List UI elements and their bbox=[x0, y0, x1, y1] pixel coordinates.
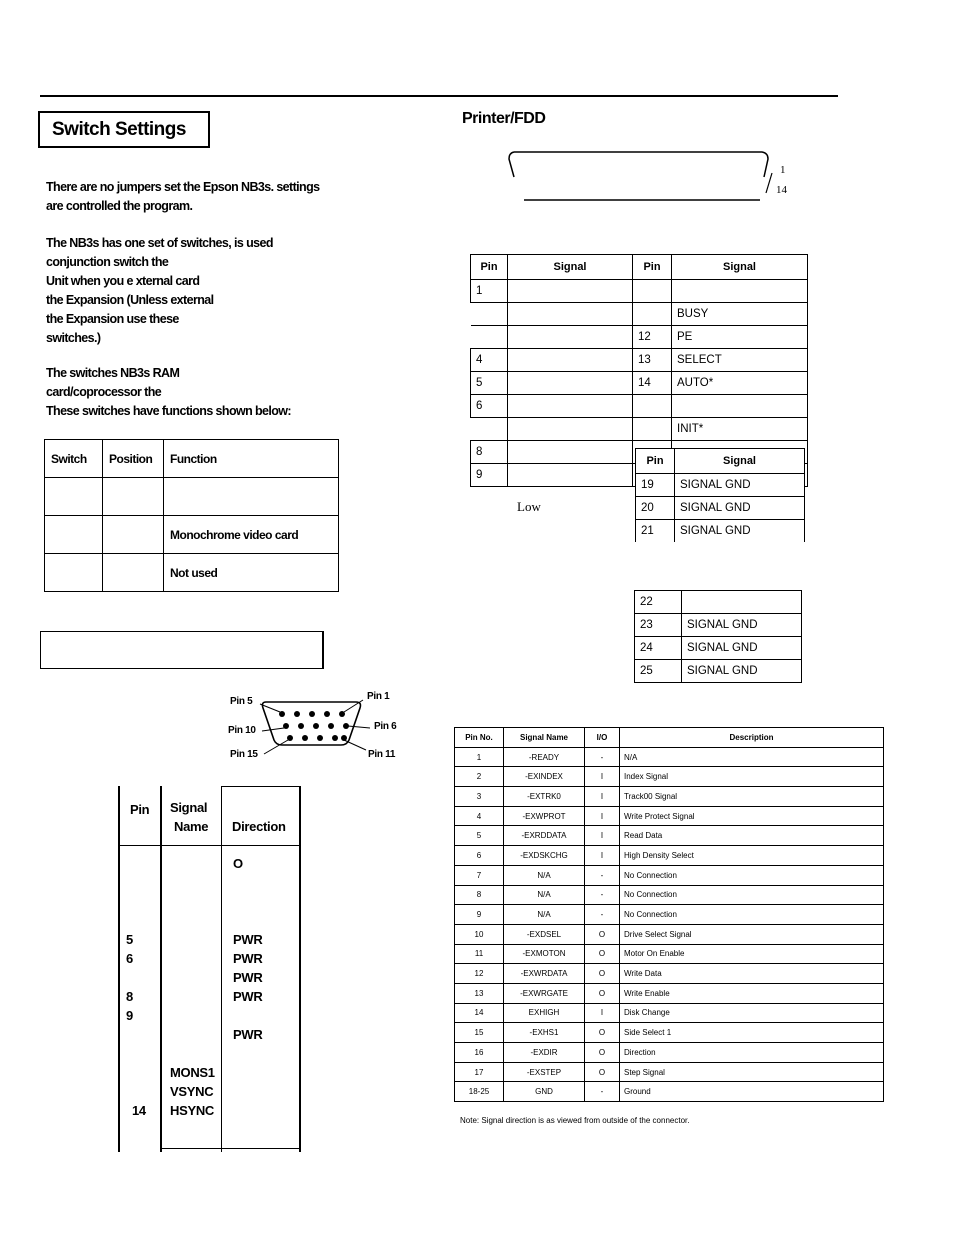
fdd-io-cell: - bbox=[585, 865, 620, 885]
printer-table-row bbox=[471, 303, 808, 326]
fdd-io-cell: O bbox=[585, 924, 620, 944]
printer-pin-cell bbox=[633, 303, 672, 326]
video-signal-cell: MONS1 bbox=[170, 1065, 215, 1080]
fdd-io-cell: O bbox=[585, 983, 620, 1003]
printer-signal-cell: SELECT bbox=[672, 349, 808, 372]
printer-2-pin-cell: 19 bbox=[636, 474, 675, 497]
video-signal-cell bbox=[170, 913, 220, 932]
printer-3-pin-cell: 24 bbox=[635, 637, 682, 660]
video-pin-cell bbox=[126, 875, 156, 894]
printer-signal-cell: BUSY bbox=[672, 303, 808, 326]
fdd-table-row bbox=[455, 865, 884, 885]
printer-pin-cell bbox=[633, 418, 672, 441]
pin10-label: Pin 10 bbox=[228, 725, 256, 736]
video-heading-box bbox=[40, 631, 324, 669]
printer-signal-header: Signal bbox=[508, 255, 633, 280]
video-signal-cell bbox=[170, 1008, 220, 1027]
fdd-note: Note: Signal direction is as viewed from outside of the connector. bbox=[460, 1116, 690, 1125]
fdd-signal-cell: -EXTRK0 bbox=[504, 787, 585, 807]
fdd-table-row bbox=[455, 1082, 884, 1102]
video-table-header-rule bbox=[118, 845, 301, 846]
printer-2-pin-cell: 20 bbox=[636, 497, 675, 520]
switch-line-4: the Expansion (Unless external bbox=[46, 293, 214, 307]
printer-table-3-row bbox=[635, 637, 802, 660]
fdd-description-cell: Write Enable bbox=[620, 983, 884, 1003]
fdd-signal-cell: N/A bbox=[504, 905, 585, 925]
printer-pin-cell: 6 bbox=[471, 395, 508, 418]
fdd-table-row bbox=[455, 964, 884, 984]
video-pin-column bbox=[126, 856, 156, 1122]
video-signal-cell bbox=[170, 875, 220, 894]
function-line-1: The switches NB3s RAM bbox=[46, 366, 180, 380]
printer-pin-cell: 9 bbox=[471, 464, 508, 487]
printer-table-row bbox=[471, 326, 808, 349]
video-direction-cell: PWR bbox=[233, 932, 263, 947]
fdd-io-cell: I bbox=[585, 1003, 620, 1023]
switch-table-row bbox=[45, 478, 339, 516]
video-signal-cell bbox=[170, 894, 220, 913]
printer-signal-cell bbox=[508, 372, 633, 395]
fdd-signal-cell: N/A bbox=[504, 865, 585, 885]
fdd-table-row bbox=[455, 983, 884, 1003]
printer-2-signal-cell: SIGNAL GND bbox=[675, 474, 805, 497]
fdd-signal-header: Signal Name bbox=[504, 728, 585, 748]
fdd-description-cell: Write Protect Signal bbox=[620, 806, 884, 826]
position-col-header: Position bbox=[103, 440, 164, 478]
printer-pin-cell: 13 bbox=[633, 349, 672, 372]
fdd-table-row bbox=[455, 1023, 884, 1043]
video-table-divider-1 bbox=[160, 786, 162, 1152]
fdd-signal-cell: -EXRDDATA bbox=[504, 826, 585, 846]
fdd-table-row bbox=[455, 885, 884, 905]
fdd-description-header: Description bbox=[620, 728, 884, 748]
fdd-description-cell: Track00 Signal bbox=[620, 787, 884, 807]
fdd-table-row bbox=[455, 747, 884, 767]
printer-signal-cell bbox=[508, 464, 633, 487]
video-signal-header-1: Signal bbox=[170, 800, 208, 815]
printer-pin-header-2: Pin bbox=[633, 255, 672, 280]
fdd-pin-cell: 2 bbox=[455, 767, 504, 787]
video-direction-cell: PWR bbox=[233, 951, 263, 966]
pin1-label: Pin 1 bbox=[367, 691, 390, 702]
printer-fdd-heading: Printer/FDD bbox=[462, 110, 546, 127]
fdd-description-cell: Write Data bbox=[620, 964, 884, 984]
video-direction-column bbox=[233, 856, 293, 1122]
fdd-io-cell: I bbox=[585, 767, 620, 787]
video-signal-column bbox=[170, 856, 220, 1122]
fdd-signal-cell: EXHIGH bbox=[504, 1003, 585, 1023]
fdd-signal-cell: N/A bbox=[504, 885, 585, 905]
printer-signal-cell bbox=[508, 326, 633, 349]
low-text: Low bbox=[517, 499, 541, 514]
function-col-header: Function bbox=[164, 440, 339, 478]
printer-3-pin-cell: 22 bbox=[635, 591, 682, 614]
printer-pin-cell bbox=[633, 280, 672, 303]
fdd-pin-table bbox=[454, 727, 884, 1102]
printer-pin-cell: 4 bbox=[471, 349, 508, 372]
fdd-table-row bbox=[455, 787, 884, 807]
video-pin-cell bbox=[126, 894, 156, 913]
video-signal-cell bbox=[170, 856, 220, 875]
video-direction-cell bbox=[233, 1046, 293, 1065]
fdd-pin-cell: 3 bbox=[455, 787, 504, 807]
fdd-io-cell: - bbox=[585, 905, 620, 925]
fdd-signal-cell: -EXWRGATE bbox=[504, 983, 585, 1003]
printer-2-signal-header: Signal bbox=[675, 449, 805, 474]
video-pin-table bbox=[118, 786, 301, 1152]
video-signal-cell bbox=[170, 1046, 220, 1065]
video-pin-cell bbox=[126, 1027, 156, 1046]
db25-pin14-label: 14 bbox=[776, 184, 787, 196]
video-direction-cell bbox=[233, 1103, 293, 1122]
video-direction-cell: PWR bbox=[233, 1027, 263, 1042]
printer-signal-cell bbox=[672, 280, 808, 303]
function-cell bbox=[164, 478, 339, 516]
video-pin-cell bbox=[126, 913, 156, 932]
intro-line-1: There are no jumpers set the Epson NB3s. settings bbox=[46, 180, 320, 194]
fdd-description-cell: Read Data bbox=[620, 826, 884, 846]
fdd-table-row bbox=[455, 806, 884, 826]
fdd-io-cell: - bbox=[585, 747, 620, 767]
video-signal-cell bbox=[170, 989, 220, 1008]
printer-table-2-header bbox=[636, 449, 805, 474]
printer-2-signal-cell: SIGNAL GND bbox=[675, 497, 805, 520]
printer-signal-cell bbox=[508, 280, 633, 303]
fdd-table-header bbox=[455, 728, 884, 748]
fdd-pin-cell: 17 bbox=[455, 1062, 504, 1082]
printer-2-signal-cell: SIGNAL GND bbox=[675, 520, 805, 543]
video-pin-header: Pin bbox=[130, 802, 150, 817]
fdd-io-cell: I bbox=[585, 806, 620, 826]
switch-cell bbox=[45, 554, 103, 592]
video-direction-cell bbox=[233, 894, 293, 913]
intro-paragraph bbox=[46, 180, 391, 218]
fdd-description-cell: N/A bbox=[620, 747, 884, 767]
printer-pin-cell bbox=[471, 326, 508, 349]
fdd-signal-cell: -EXDIR bbox=[504, 1043, 585, 1063]
printer-pin-cell: 1 bbox=[471, 280, 508, 303]
fdd-pin-cell: 14 bbox=[455, 1003, 504, 1023]
fdd-io-cell: I bbox=[585, 846, 620, 866]
position-cell bbox=[103, 516, 164, 554]
video-pin-cell: 9 bbox=[126, 1008, 133, 1023]
fdd-table-row bbox=[455, 1003, 884, 1023]
switch-line-3: Unit when you e xternal card bbox=[46, 274, 200, 288]
fdd-pin-cell: 18-25 bbox=[455, 1082, 504, 1102]
printer-table-row bbox=[471, 418, 808, 441]
fdd-description-cell: Disk Change bbox=[620, 1003, 884, 1023]
printer-pin-cell bbox=[471, 303, 508, 326]
printer-signal-cell bbox=[508, 349, 633, 372]
video-pin-cell bbox=[126, 1084, 156, 1103]
printer-pin-cell: 5 bbox=[471, 372, 508, 395]
video-direction-cell bbox=[233, 913, 293, 932]
fdd-io-cell: - bbox=[585, 885, 620, 905]
printer-table-row bbox=[471, 349, 808, 372]
function-line-3: These switches have functions shown below: bbox=[46, 404, 291, 418]
fdd-io-cell: I bbox=[585, 826, 620, 846]
video-table-bottom-border bbox=[160, 1148, 301, 1149]
fdd-pin-cell: 13 bbox=[455, 983, 504, 1003]
db25-pin1-label: 1 bbox=[780, 164, 786, 176]
fdd-pin-cell: 9 bbox=[455, 905, 504, 925]
video-pin-cell: 6 bbox=[126, 951, 133, 966]
printer-3-pin-cell: 25 bbox=[635, 660, 682, 683]
video-table-left-border bbox=[118, 786, 120, 1152]
printer-3-signal-cell: SIGNAL GND bbox=[682, 637, 802, 660]
fdd-signal-cell: -EXDSEL bbox=[504, 924, 585, 944]
fdd-signal-cell: -EXHS1 bbox=[504, 1023, 585, 1043]
fdd-table-row bbox=[455, 944, 884, 964]
fdd-description-cell: Motor On Enable bbox=[620, 944, 884, 964]
printer-pin-cell: 8 bbox=[471, 441, 508, 464]
video-direction-cell: PWR bbox=[233, 970, 263, 985]
video-pin-cell bbox=[126, 1065, 156, 1084]
fdd-pin-cell: 15 bbox=[455, 1023, 504, 1043]
fdd-table-row bbox=[455, 846, 884, 866]
pin6-label: Pin 6 bbox=[374, 721, 397, 732]
printer-3-pin-cell: 23 bbox=[635, 614, 682, 637]
fdd-description-cell: Ground bbox=[620, 1082, 884, 1102]
fdd-signal-cell: -EXWPROT bbox=[504, 806, 585, 826]
switch-table-row bbox=[45, 516, 339, 554]
video-pin-cell: 5 bbox=[126, 932, 133, 947]
switch-line-6: switches.) bbox=[46, 331, 101, 345]
printer-table-3-row bbox=[635, 591, 802, 614]
printer-signal-cell bbox=[508, 441, 633, 464]
switch-line-1: The NB3s has one set of switches, is used bbox=[46, 236, 273, 250]
video-pin-cell: 14 bbox=[132, 1103, 146, 1118]
video-direction-cell bbox=[233, 875, 293, 894]
switch-table bbox=[44, 439, 339, 592]
pin5-label: Pin 5 bbox=[230, 696, 253, 707]
video-signal-header-2: Name bbox=[174, 819, 209, 834]
printer-pin-table-3 bbox=[634, 590, 802, 683]
pin11-label: Pin 11 bbox=[368, 749, 396, 760]
video-direction-cell: PWR bbox=[233, 989, 263, 1004]
video-signal-cell bbox=[170, 970, 220, 989]
fdd-signal-cell: -EXSTEP bbox=[504, 1062, 585, 1082]
video-direction-cell bbox=[233, 1008, 293, 1027]
switch-col-header: Switch bbox=[45, 440, 103, 478]
fdd-description-cell: No Connection bbox=[620, 865, 884, 885]
printer-table-2-row bbox=[636, 474, 805, 497]
fdd-description-cell: No Connection bbox=[620, 885, 884, 905]
printer-table-header bbox=[471, 255, 808, 280]
printer-2-pin-header: Pin bbox=[636, 449, 675, 474]
video-pin-cell bbox=[126, 1046, 156, 1065]
printer-table-row bbox=[471, 280, 808, 303]
position-cell bbox=[103, 554, 164, 592]
printer-signal-header-2: Signal bbox=[672, 255, 808, 280]
fdd-pin-cell: 7 bbox=[455, 865, 504, 885]
video-direction-cell bbox=[233, 1084, 293, 1103]
video-signal-cell bbox=[170, 932, 220, 951]
intro-line-2: are controlled the program. bbox=[46, 199, 193, 213]
video-signal-cell: VSYNC bbox=[170, 1084, 214, 1099]
printer-3-signal-cell: SIGNAL GND bbox=[682, 614, 802, 637]
fdd-description-cell: Drive Select Signal bbox=[620, 924, 884, 944]
db25-connector-diagram bbox=[500, 145, 785, 205]
fdd-table-row bbox=[455, 767, 884, 787]
fdd-io-cell: O bbox=[585, 1043, 620, 1063]
fdd-signal-cell: -EXWRDATA bbox=[504, 964, 585, 984]
fdd-description-cell: Side Select 1 bbox=[620, 1023, 884, 1043]
video-table-top-border bbox=[221, 786, 301, 787]
printer-signal-cell bbox=[508, 418, 633, 441]
video-direction-header: Direction bbox=[232, 819, 286, 834]
section-title: Switch Settings bbox=[38, 111, 210, 148]
switch-line-2: conjunction switch the bbox=[46, 255, 169, 269]
pin15-label: Pin 15 bbox=[230, 749, 258, 760]
fdd-io-header: I/O bbox=[585, 728, 620, 748]
switch-line-5: the Expansion use these bbox=[46, 312, 179, 326]
printer-signal-cell: INIT* bbox=[672, 418, 808, 441]
video-signal-cell bbox=[170, 1027, 220, 1046]
printer-pin-header: Pin bbox=[471, 255, 508, 280]
fdd-table-row bbox=[455, 905, 884, 925]
printer-signal-cell: PE bbox=[672, 326, 808, 349]
video-pin-cell bbox=[126, 856, 156, 875]
fdd-description-cell: High Density Select bbox=[620, 846, 884, 866]
fdd-description-cell: Direction bbox=[620, 1043, 884, 1063]
fdd-pin-cell: 4 bbox=[455, 806, 504, 826]
fdd-table-row bbox=[455, 826, 884, 846]
function-line-2: card/coprocessor the bbox=[46, 385, 162, 399]
video-direction-cell bbox=[233, 1065, 293, 1084]
printer-table-2-row bbox=[636, 497, 805, 520]
function-cell: Not used bbox=[164, 554, 339, 592]
switch-paragraph bbox=[46, 236, 391, 350]
function-cell: Monochrome video card bbox=[164, 516, 339, 554]
fdd-io-cell: O bbox=[585, 944, 620, 964]
video-table-divider-2 bbox=[221, 786, 222, 1152]
fdd-io-cell: I bbox=[585, 787, 620, 807]
printer-table-row bbox=[471, 395, 808, 418]
video-table-right-border bbox=[299, 786, 301, 1152]
video-pin-cell bbox=[126, 970, 156, 989]
printer-table-3-row bbox=[635, 660, 802, 683]
printer-pin-cell bbox=[633, 395, 672, 418]
printer-table-row bbox=[471, 372, 808, 395]
function-paragraph bbox=[46, 366, 391, 423]
fdd-signal-cell: -READY bbox=[504, 747, 585, 767]
fdd-io-cell: - bbox=[585, 1082, 620, 1102]
fdd-signal-cell: -EXINDEX bbox=[504, 767, 585, 787]
fdd-pin-header: Pin No. bbox=[455, 728, 504, 748]
fdd-description-cell: Step Signal bbox=[620, 1062, 884, 1082]
fdd-io-cell: O bbox=[585, 1062, 620, 1082]
printer-pin-cell: 12 bbox=[633, 326, 672, 349]
video-direction-cell: O bbox=[233, 856, 243, 871]
fdd-pin-cell: 12 bbox=[455, 964, 504, 984]
switch-table-header bbox=[45, 440, 339, 478]
switch-table-row bbox=[45, 554, 339, 592]
fdd-signal-cell: GND bbox=[504, 1082, 585, 1102]
printer-table-3-row bbox=[635, 614, 802, 637]
fdd-signal-cell: -EXDSKCHG bbox=[504, 846, 585, 866]
fdd-io-cell: O bbox=[585, 1023, 620, 1043]
fdd-pin-cell: 10 bbox=[455, 924, 504, 944]
printer-2-pin-cell: 21 bbox=[636, 520, 675, 543]
fdd-table-row bbox=[455, 1043, 884, 1063]
fdd-description-cell: Index Signal bbox=[620, 767, 884, 787]
printer-pin-cell bbox=[471, 418, 508, 441]
switch-cell bbox=[45, 516, 103, 554]
printer-3-signal-cell bbox=[682, 591, 802, 614]
video-signal-cell: HSYNC bbox=[170, 1103, 215, 1118]
fdd-io-cell: O bbox=[585, 964, 620, 984]
printer-signal-cell bbox=[672, 395, 808, 418]
printer-table-2-row bbox=[636, 520, 805, 543]
position-cell bbox=[103, 478, 164, 516]
printer-signal-cell bbox=[508, 395, 633, 418]
printer-pin-cell: 14 bbox=[633, 372, 672, 395]
switch-cell bbox=[45, 478, 103, 516]
fdd-description-cell: No Connection bbox=[620, 905, 884, 925]
fdd-pin-cell: 5 bbox=[455, 826, 504, 846]
fdd-table-row bbox=[455, 1062, 884, 1082]
fdd-pin-cell: 6 bbox=[455, 846, 504, 866]
fdd-pin-cell: 8 bbox=[455, 885, 504, 905]
printer-signal-cell bbox=[508, 303, 633, 326]
video-signal-cell bbox=[170, 951, 220, 970]
printer-pin-table-2 bbox=[635, 448, 805, 542]
printer-signal-cell: AUTO* bbox=[672, 372, 808, 395]
fdd-signal-cell: -EXMOTON bbox=[504, 944, 585, 964]
fdd-pin-cell: 11 bbox=[455, 944, 504, 964]
fdd-pin-cell: 1 bbox=[455, 747, 504, 767]
fdd-pin-cell: 16 bbox=[455, 1043, 504, 1063]
fdd-table-row bbox=[455, 924, 884, 944]
printer-3-signal-cell: SIGNAL GND bbox=[682, 660, 802, 683]
video-pin-cell: 8 bbox=[126, 989, 133, 1004]
header-rule bbox=[40, 95, 838, 97]
